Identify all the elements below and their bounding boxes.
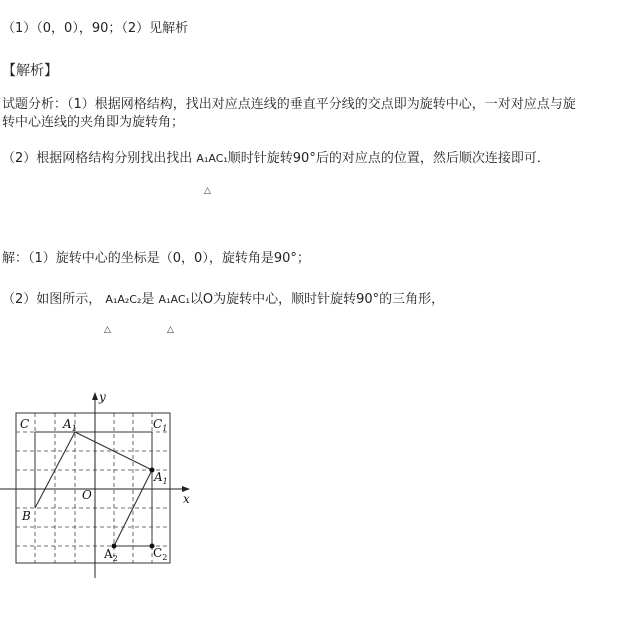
label-a1-top: $A_1$ bbox=[63, 417, 77, 433]
solution-text-2-post: 以O为旋转中心，顺时针旋转90°的三角形， bbox=[189, 292, 445, 307]
label-c: C bbox=[20, 417, 30, 431]
y-axis-arrow bbox=[92, 392, 98, 400]
triangle-symbol: △ bbox=[204, 186, 211, 196]
solution-text-2-pre: （2）如图所示， bbox=[2, 292, 102, 307]
x-axis-label: x bbox=[183, 492, 190, 506]
answer-line: （1）（0，0），90；（2）见解析 bbox=[2, 21, 189, 36]
triangle-label: A₁AC₁ bbox=[196, 152, 228, 165]
triangle-label-2: A₁AC₁ bbox=[158, 293, 190, 306]
solution-text-2-mid: 是 bbox=[141, 292, 155, 307]
label-a2: $A_2$ bbox=[104, 547, 118, 563]
triangle-symbol-3: △ bbox=[167, 325, 174, 335]
label-c1: $C_1$ bbox=[153, 417, 168, 433]
label-a1-right: $A_1$ bbox=[154, 470, 168, 486]
label-c2: $C_2$ bbox=[153, 546, 168, 562]
analysis-label: 试题分析： bbox=[2, 97, 68, 112]
triangle-symbol-2: △ bbox=[104, 325, 111, 335]
origin-label: O bbox=[82, 488, 92, 502]
analysis-paragraph-1-cont: 转中心连线的夹角即为旋转角； bbox=[2, 115, 185, 130]
section-title: 【解析】 bbox=[2, 63, 58, 79]
analysis-text-1a: （1）根据网格结构，找出对应点连线的垂直平分线的交点即为旋转中心，一对对应点与旋 bbox=[67, 97, 576, 112]
analysis-text-2-post: 顺时针旋转90°后的对应点的位置，然后顺次连接即可． bbox=[227, 151, 550, 166]
figure-frame bbox=[16, 413, 170, 563]
solution-text-1: （1）旋转中心的坐标是（0，0），旋转角是90°； bbox=[28, 251, 310, 266]
grid-vertical bbox=[35, 413, 152, 563]
triangle-label-1: A₁A₂C₂ bbox=[105, 293, 142, 306]
label-b: B bbox=[22, 509, 31, 523]
solution-label: 解： bbox=[2, 251, 29, 266]
y-axis-label: y bbox=[99, 390, 106, 404]
analysis-text-2-pre: （2）根据网格结构分别找出找出 bbox=[2, 151, 193, 166]
